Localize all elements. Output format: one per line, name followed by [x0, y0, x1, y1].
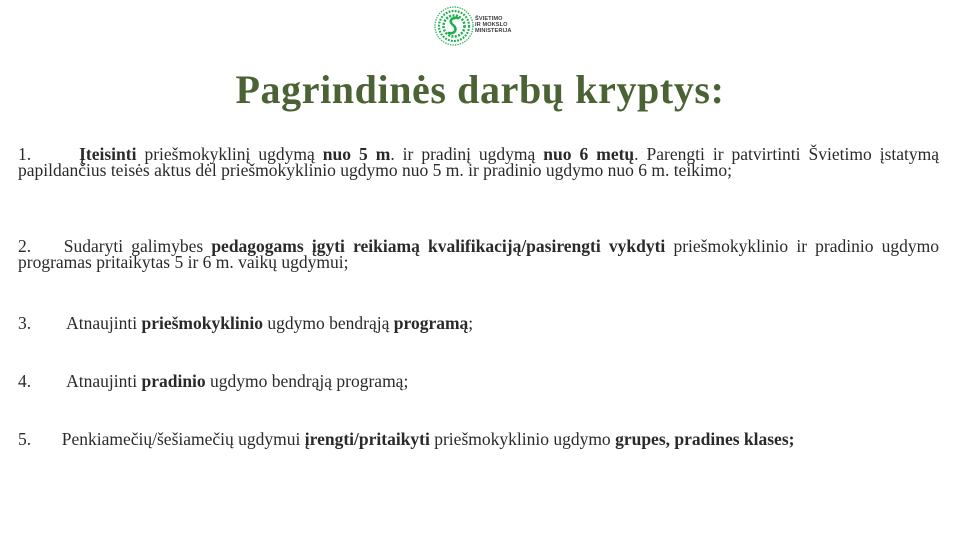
- item-text: Sudaryti galimybes: [63, 236, 212, 256]
- logo-line: ŠVIETIMO: [475, 16, 503, 22]
- item-number: 5.: [18, 429, 32, 449]
- item-text: ;: [468, 313, 474, 333]
- item-text: Penkiamečių/šešiamečių ugdymui: [61, 429, 305, 449]
- emphasis-text: Įteisinti: [79, 144, 137, 164]
- emphasis-text: programą: [393, 313, 469, 333]
- page-title: Pagrindinės darbų kryptys:: [235, 67, 725, 112]
- list-item: [18, 238, 939, 270]
- item-text: priešmokyklinį ugdymą: [136, 144, 323, 164]
- list-item: [18, 431, 939, 447]
- emphasis-text: pradinio: [141, 371, 206, 391]
- item-number: 2.: [18, 236, 32, 256]
- item-text: Atnaujinti: [66, 371, 142, 391]
- item-text: priešmokyklinio ir pradinio ugdymo programas pritaikytas 5 ir 6 m. vaikų ugdymui;: [18, 236, 940, 272]
- item-number: 3.: [18, 313, 32, 333]
- emphasis-text: nuo 5 m: [322, 144, 391, 164]
- item-text: Atnaujinti: [66, 313, 142, 333]
- emphasis-text: nuo 6 metų: [543, 144, 635, 164]
- logo-text: [475, 16, 512, 35]
- item-text: . Parengti ir patvirtinti Švietimo įstatymą papildančius teisės aktus dėl priešmokyklinio ugdymo nuo 5 m. ir pradinio ugdymo nuo 6 m. teikimo;: [18, 144, 940, 180]
- logo-line: MINISTERIJA: [475, 28, 512, 35]
- list-item: [18, 373, 939, 389]
- list-item: [18, 315, 939, 331]
- emphasis-text: priešmokyklinio: [141, 313, 264, 333]
- list-item: [18, 146, 939, 178]
- item-number: 4.: [18, 371, 32, 391]
- ministry-logo: [432, 4, 552, 48]
- emphasis-text: pedagogams įgyti reikiamą kvalifikaciją/pasirengti vykdyti: [211, 236, 666, 256]
- emphasis-text: įrengti/pritaikyti: [304, 429, 430, 449]
- item-text: priešmokyklinio ugdymo: [429, 429, 616, 449]
- item-text: . ir pradinį ugdymą: [390, 144, 544, 164]
- logo-line: IR MOKSLO: [475, 22, 508, 29]
- item-text: ugdymo bendrąją programą;: [205, 371, 409, 391]
- ministry-emblem-icon: [432, 4, 476, 48]
- item-number: 1.: [18, 144, 32, 164]
- emphasis-text: grupes, pradines klases;: [615, 429, 795, 449]
- item-text: ugdymo bendrąją: [263, 313, 394, 333]
